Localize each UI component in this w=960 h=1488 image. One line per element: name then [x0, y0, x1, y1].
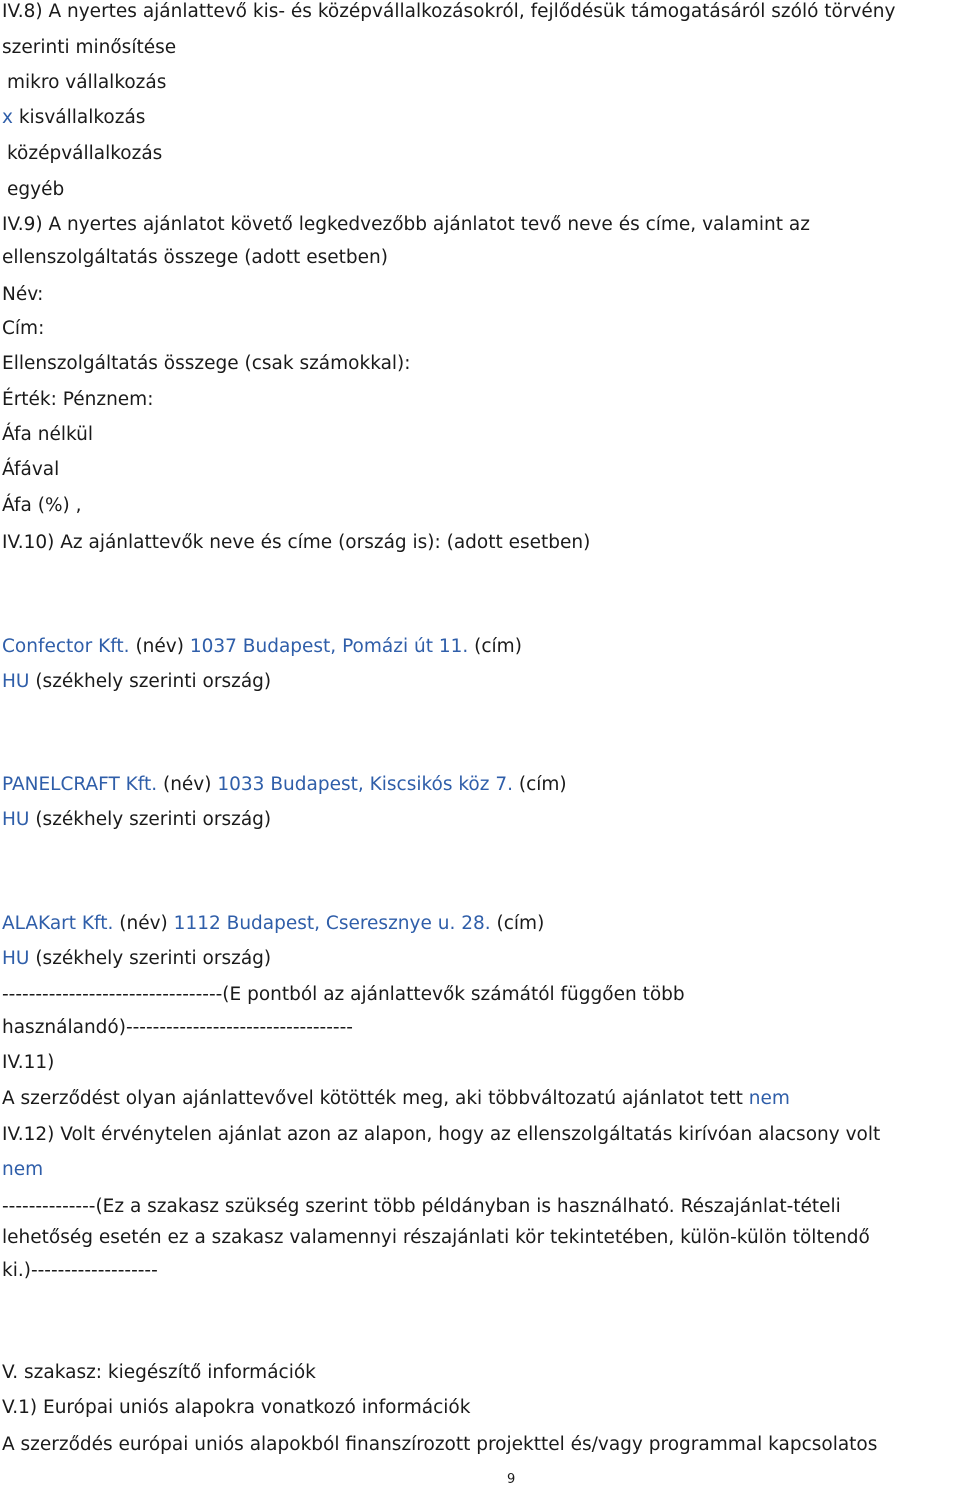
option-mark-x: x	[2, 107, 13, 128]
section-v-heading: V. szakasz: kiegészítő információk	[2, 1362, 316, 1383]
bidder-address-label: (cím)	[496, 913, 545, 934]
option-micro	[7, 72, 166, 94]
iv12-answer: nem	[2, 1159, 44, 1180]
bidder-name-label: (név)	[135, 636, 184, 657]
value-currency-label: Érték: Pénznem:	[2, 389, 154, 410]
bidder-address: 1112 Budapest, Cseresznye u. 28.	[173, 913, 491, 934]
iv10-heading: IV.10) Az ajánlattevők neve és címe (ország is): (adott esetben)	[2, 532, 591, 553]
bidder-address: 1037 Budapest, Pomázi út 11.	[189, 636, 469, 657]
answer-value: nem	[748, 1088, 790, 1109]
option-other	[7, 179, 64, 201]
bidder-country: HU	[2, 671, 30, 692]
iv8-heading-line1: IV.8) A nyertes ajánlattevő kis- és középvállalkozásokról, fejlődésük támogatásáról szóló törvény	[2, 1, 896, 22]
bidder-address-label: (cím)	[474, 636, 522, 657]
bidder-name-label: (név)	[119, 913, 168, 934]
option-label: egyéb	[7, 179, 65, 200]
option-label: kisvállalkozás	[18, 107, 146, 128]
iv10-separator-line2: használandó)----------------------------------	[2, 1017, 353, 1038]
option-label: középvállalkozás	[7, 143, 163, 164]
bidder-country-label: (székhely szerinti ország)	[35, 671, 272, 692]
iv12-note-line3: ki.)-------------------	[2, 1260, 158, 1281]
iv11-heading: IV.11)	[2, 1052, 55, 1073]
iv12-note-line1: --------------(Ez a szakasz szükség szerint több példányban is használható. Részajánlat-tételi	[2, 1196, 841, 1217]
bidder-country: HU	[2, 948, 30, 969]
bidder-3-line	[2, 913, 544, 935]
bidder-1-line	[2, 636, 522, 658]
option-label: mikro vállalkozás	[7, 72, 167, 93]
bidder-1-country	[2, 671, 271, 693]
bidder-country-label: (székhely szerinti ország)	[35, 809, 272, 830]
page-number: 9	[507, 1472, 516, 1487]
with-vat-label: Áfával	[2, 459, 60, 480]
iv11-question	[2, 1088, 790, 1110]
bidder-2-line	[2, 774, 567, 796]
question-text: A szerződést olyan ajánlattevővel kötötték meg, aki többváltozatú ajánlatot tett	[2, 1088, 743, 1109]
option-small	[2, 107, 145, 129]
vat-percent-label: Áfa (%) ,	[2, 495, 82, 516]
name-label: Név:	[2, 284, 44, 305]
bidder-3-country	[2, 948, 271, 970]
bidder-address-label: (cím)	[518, 774, 567, 795]
iv10-separator-line1: ---------------------------------(E pontból az ajánlattevők számától függően több	[2, 984, 685, 1005]
iv12-note-line2: lehetőség esetén ez a szakasz valamennyi részajánlati kör tekintetében, külön-külön töltendő	[2, 1227, 870, 1248]
bidder-country-label: (székhely szerinti ország)	[35, 948, 272, 969]
bidder-address: 1033 Budapest, Kiscsikós köz 7.	[217, 774, 513, 795]
bidder-name: PANELCRAFT Kft.	[2, 774, 158, 795]
bidder-country: HU	[2, 809, 30, 830]
iv9-heading-line1: IV.9) A nyertes ajánlatot követő legkedvezőbb ajánlatot tevő neve és címe, valamint az	[2, 214, 810, 235]
option-medium	[7, 143, 162, 165]
section-v1-heading: V.1) Európai uniós alapokra vonatkozó információk	[2, 1397, 471, 1418]
section-v1-question: A szerződés európai uniós alapokból finanszírozott projekttel és/vagy programmal kapcsolatos	[2, 1434, 878, 1455]
address-label: Cím:	[2, 318, 45, 339]
iv12-question: IV.12) Volt érvénytelen ajánlat azon az alapon, hogy az ellenszolgáltatás kirívóan alacsony volt	[2, 1124, 881, 1145]
bidder-name: Confector Kft.	[2, 636, 130, 657]
amount-label: Ellenszolgáltatás összege (csak számokkal):	[2, 353, 411, 374]
iv9-heading-line2: ellenszolgáltatás összege (adott esetben)	[2, 247, 388, 268]
iv8-heading-line2: szerinti minősítése	[2, 37, 177, 58]
bidder-name: ALAKart Kft.	[2, 913, 114, 934]
without-vat-label: Áfa nélkül	[2, 424, 93, 445]
bidder-2-country	[2, 809, 271, 831]
bidder-name-label: (név)	[162, 774, 212, 795]
